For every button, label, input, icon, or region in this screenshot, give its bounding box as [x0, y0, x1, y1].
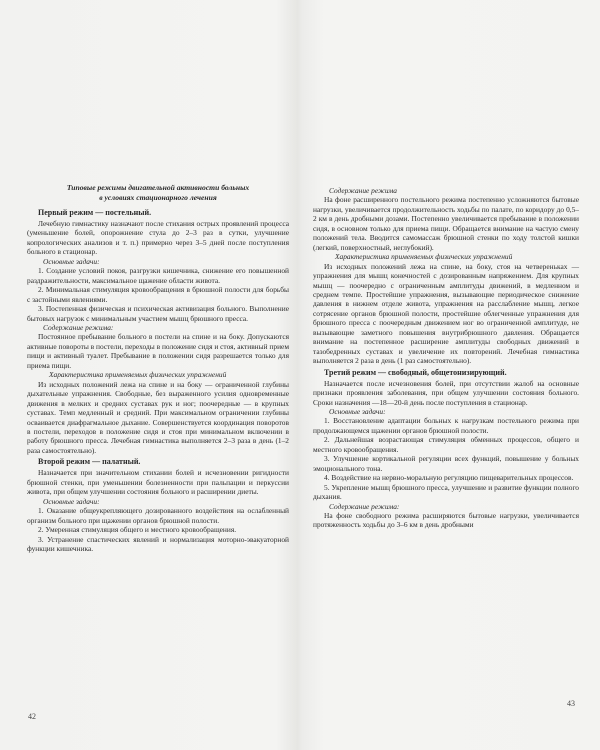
third-mode-intro: Назначается после исчезновения болей, при отсутствии жалоб на основные признаки проявления заболевания, при общем улучшении состояния больного. Сроки назначения —18—20-й день после поступления в стационар. — [313, 378, 579, 407]
first-task-1: 1. Создание условий покоя, разгрузки кишечника, снижение его повышенной раздражительности, максимальное щажение области живота. — [27, 266, 289, 285]
second-mode-exercises: Из исходных положений лежа на спине, на боку, стоя на четвереньках — упражнения для мышц конечностей с дозированным напряжением. Для крупных мышц — поочередно с ограниченным амплитуды движений, в медленном и среднем темпе. Простейшие упражнения, вызывающие периодическое снижение давления в нижнем отделе живота, упражнения на расслабление мышц, легкое сотрясение органов брюшной полости, простейшие облегченные упражнения для брюшного пресса с поочередным движением ног во ограниченной амплитуде, не вызывающие заметного повышения внутрибрюшного давления. Обращается внимание на постепенное расширение амплитуды свободных движений в тазобедренных суставах и увеличение их повторений. Лечебная гимнастика выполняется 2 раза в день (1 раз самостоятельно). — [313, 261, 579, 366]
first-task-2: 2. Минимальная стимуляция кровообращения в брюшной полости для борьбы с застойными явлениями. — [27, 285, 289, 304]
second-task-3: 3. Устранение спастических явлений и нормализация моторно-эвакуаторной функции кишечника. — [27, 534, 289, 553]
second-mode-intro: Назначается при значительном стихании болей и исчезновении ригидности брюшной стенки, при уменьшении болезненности при пальпации и перкуссии живота, при общем улучшении состояния больного и расширении диеты. — [27, 468, 289, 497]
third-task-1: 1. Восстановление адаптации больных к нагрузкам постельного режима при продолжающемся щажении органов брюшной полости. — [313, 416, 579, 435]
main-tasks-label: Основные задачи: — [43, 496, 100, 506]
content-label: Содержание режима — [329, 186, 397, 195]
second-mode-heading: Второй режим — палатный. — [38, 457, 141, 467]
first-mode-intro: Лечебную гимнастику назначают после стихания острых проявлений процесса (уменьшение болей, опорожнение стула до 2–3 раз в сутки, улучшение копрологических анализов и т. п.) примерно через 3–5 дней после поступления больного в стационар. — [27, 219, 289, 257]
section-title-line2: в условиях стационарного лечения — [99, 192, 217, 202]
first-task-3: 3. Постепенная физическая и психическая активизация больного. Выполнение бытовых нагрузок с минимальным участием мышц брюшного пресса. — [27, 304, 289, 323]
third-task-2: 2. Дальнейшая возрастающая стимуляция обменных процессов, общего и местного кровообращения. — [313, 435, 579, 454]
second-mode-content: На фоне расширенного постельного режима постепенно усложняются бытовые нагрузки, увеличивается продолжительность ходьбы по палате, по коридору до 0,5–2 км в день дробными дозами. Постепенно увеличивается пребывание в положении сидя, в основном только для приема пищи. Обращается внимание на частую смену положений тела. Вводится самомассаж брюшной стенки по ходу толстой кишки (легкий, поверхностный, неглубокий). — [313, 195, 579, 252]
main-tasks-label: Основные задачи: — [43, 256, 100, 266]
first-mode-exercises: Из исходных положений лежа на спине и на боку — ограниченной глубины дыхательные упражнения. Свободные, без выраженного усилия одновременные движения в мелких и средних суставах рук и ног; поочередные — в крупных суставах. Темп медленный и средний. При максимальном ограничении глубины осваивается диафрагмальное дыхание. Совершенствуется координация поворотов в постели, переходов в положение сидя и стоя при минимальном включении в работу брюшного пресса. Лечебная гимнастика выполняется 2–3 раза в день (1–2 раза самостоятельно). — [27, 379, 289, 455]
section-title-line1: Типовые режимы двигательной активности больных — [66, 183, 250, 192]
first-mode-heading: Первый режим — постельный. — [38, 208, 152, 217]
main-tasks-label: Основные задачи: — [329, 406, 386, 416]
third-mode-heading: Третий режим — свободный, общетонизирующий. — [324, 367, 507, 377]
first-mode-content: Постоянное пребывание больного в постели на спине и на боку. Допускаются активные повороты в постели, переходы в положение сидя и стоя, активный прием пищи и активный туалет. Пребывание в положении сидя разрешается только для приема пищи. — [27, 332, 289, 370]
page-number: 43 — [567, 699, 575, 708]
right-text-column — [313, 186, 579, 530]
page-number: 42 — [28, 712, 36, 721]
exercises-label: Характеристика применяемых физических упражнений — [49, 370, 227, 380]
third-task-5: 5. Укрепление мышц брюшного пресса, улучшение и развитие функции полного дыхания. — [313, 482, 579, 502]
content-label: Содержание режима: — [43, 322, 114, 332]
right-page — [300, 0, 600, 750]
left-text-column — [27, 183, 289, 553]
content-label: Содержание режима: — [329, 501, 400, 511]
third-task-4: 4. Воздействие на нервно-моральную регуляцию пищеварительных процессов. — [324, 473, 574, 483]
second-task-1: 1. Оказание общеукрепляющего дозированного воздействия на ослабленный организм больного при щажении органов брюшной полости. — [27, 506, 289, 525]
third-task-3: 3. Улучшение кортикальной регуляции всех функций, повышение у больных эмоционального тона. — [313, 454, 579, 473]
section-title — [27, 183, 289, 202]
exercises-label: Характеристика применяемых физических упражнений — [335, 252, 513, 262]
second-task-2: 2. Умеренная стимуляция общего и местного кровообращения. — [38, 525, 237, 535]
third-mode-content: На фоне свободного режима расширяются бытовые нагрузки, увеличивается протяженность ходьбы до 3–6 км в день дробными — [313, 510, 579, 530]
